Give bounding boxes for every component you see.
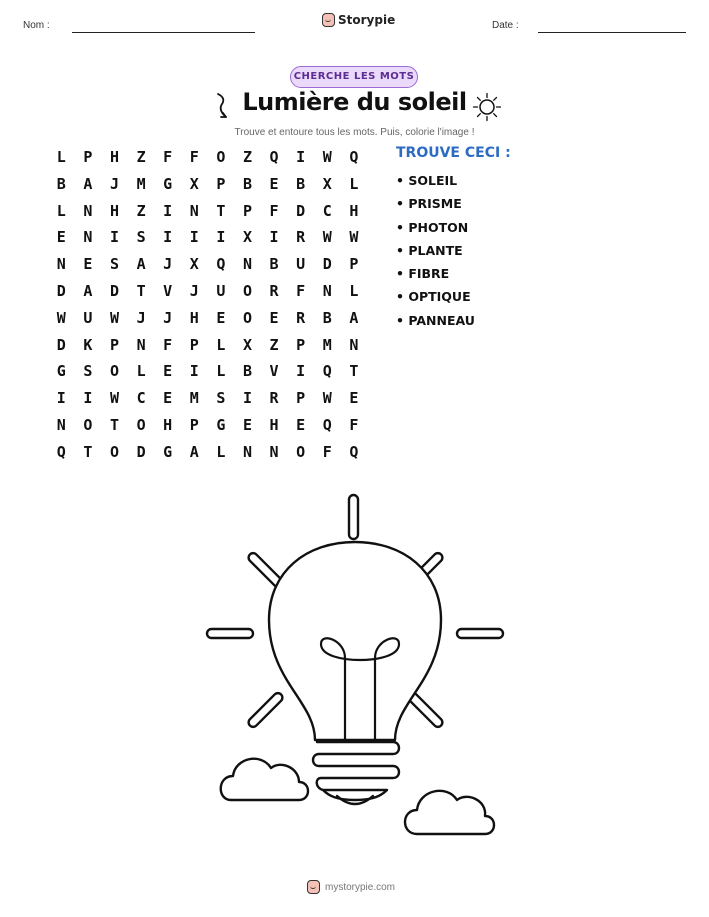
grid-cell[interactable]: S: [216, 389, 226, 408]
footer-url: mystorypie.com: [325, 881, 396, 893]
grid-cell[interactable]: U: [296, 255, 306, 274]
grid-cell[interactable]: G: [163, 442, 173, 461]
instructions: Trouve et entoure tous les mots. Puis, colorie l'image !: [234, 127, 475, 138]
date-field-line[interactable]: [538, 32, 686, 33]
grid-cell[interactable]: J: [136, 308, 146, 327]
name-label: Nom :: [23, 20, 50, 31]
grid-cell[interactable]: H: [269, 415, 279, 434]
grid-cell[interactable]: L: [216, 362, 226, 381]
grid-cell[interactable]: B: [56, 174, 66, 193]
grid-cell[interactable]: H: [163, 415, 173, 434]
grid-cell[interactable]: I: [242, 389, 252, 408]
grid-cell[interactable]: I: [269, 228, 279, 247]
name-field-line[interactable]: [72, 32, 255, 33]
grid-cell[interactable]: E: [269, 174, 279, 193]
light-ray: [457, 629, 503, 638]
grid-cell[interactable]: I: [216, 228, 226, 247]
grid-cell[interactable]: Q: [322, 415, 332, 434]
grid-cell[interactable]: M: [322, 335, 332, 354]
grid-cell[interactable]: O: [83, 415, 93, 434]
grid-cell[interactable]: O: [136, 415, 146, 434]
grid-cell[interactable]: N: [349, 335, 359, 354]
word-search-grid: [48, 144, 367, 466]
grid-cell[interactable]: D: [322, 255, 332, 274]
grid-cell[interactable]: D: [56, 281, 66, 300]
grid-cell[interactable]: J: [109, 174, 119, 193]
grid-cell[interactable]: O: [296, 442, 306, 461]
grid-cell[interactable]: P: [296, 389, 306, 408]
footer: [307, 880, 395, 894]
word-list-item: • PLANTE: [396, 240, 475, 263]
grid-cell[interactable]: F: [296, 281, 306, 300]
grid-cell[interactable]: B: [242, 174, 252, 193]
grid-cell[interactable]: I: [109, 228, 119, 247]
grid-cell[interactable]: F: [349, 415, 359, 434]
grid-cell[interactable]: L: [56, 201, 66, 220]
grid-cell[interactable]: H: [349, 201, 359, 220]
grid-cell[interactable]: I: [189, 362, 199, 381]
grid-cell[interactable]: D: [56, 335, 66, 354]
grid-cell[interactable]: N: [56, 415, 66, 434]
grid-cell[interactable]: P: [296, 335, 306, 354]
grid-cell[interactable]: Q: [349, 148, 359, 166]
word-list-item: • FIBRE: [396, 263, 475, 286]
grid-cell[interactable]: F: [163, 335, 173, 354]
grid-cell[interactable]: W: [109, 389, 119, 408]
grid-cell[interactable]: O: [109, 442, 119, 461]
grid-cell[interactable]: G: [216, 415, 226, 434]
grid-cell[interactable]: T: [216, 201, 226, 220]
word-list-item: • PRISME: [396, 193, 475, 216]
grid-cell[interactable]: Q: [216, 255, 226, 274]
light-ray: [349, 495, 358, 539]
grid-cell[interactable]: E: [269, 308, 279, 327]
grid-cell[interactable]: J: [163, 308, 173, 327]
grid-cell[interactable]: B: [322, 308, 332, 327]
grid-cell[interactable]: A: [83, 281, 93, 300]
brand-name: Storypie: [338, 13, 396, 27]
grid-cell[interactable]: N: [269, 442, 279, 461]
sun-icon: [472, 92, 502, 122]
category-badge: CHERCHE LES MOTS: [290, 66, 418, 88]
grid-cell[interactable]: J: [189, 281, 199, 300]
grid-cell[interactable]: Q: [349, 442, 359, 461]
storypie-mascot-icon: [307, 880, 320, 894]
page-title: Lumière du soleil: [242, 88, 467, 116]
grid-cell[interactable]: E: [349, 389, 359, 408]
grid-cell[interactable]: N: [242, 442, 252, 461]
grid-cell[interactable]: O: [242, 281, 252, 300]
date-label: Date :: [492, 20, 519, 31]
grid-cell[interactable]: P: [109, 335, 119, 354]
grid-cell[interactable]: P: [189, 335, 199, 354]
word-list-item: • PHOTON: [396, 217, 475, 240]
grid-cell[interactable]: I: [296, 362, 306, 381]
grid-cell[interactable]: M: [189, 389, 199, 408]
grid-cell[interactable]: Z: [136, 201, 146, 220]
grid-cell[interactable]: X: [322, 174, 332, 193]
grid-cell[interactable]: W: [322, 148, 332, 166]
grid-cell[interactable]: E: [296, 415, 306, 434]
grid-cell[interactable]: U: [216, 281, 226, 300]
grid-cell[interactable]: W: [322, 389, 332, 408]
grid-cell[interactable]: B: [269, 255, 279, 274]
grid-cell[interactable]: Q: [322, 362, 332, 381]
grid-cell[interactable]: E: [163, 389, 173, 408]
grid-cell[interactable]: N: [242, 255, 252, 274]
grid-cell[interactable]: E: [83, 255, 93, 274]
grid-cell[interactable]: N: [322, 281, 332, 300]
grid-cell[interactable]: R: [296, 308, 306, 327]
grid-cell[interactable]: H: [109, 201, 119, 220]
grid-cell[interactable]: C: [136, 389, 146, 408]
grid-cell[interactable]: A: [349, 308, 359, 327]
grid-cell[interactable]: I: [83, 389, 93, 408]
grid-cell[interactable]: X: [242, 228, 252, 247]
grid-cell[interactable]: R: [269, 389, 279, 408]
grid-cell[interactable]: T: [349, 362, 359, 381]
grid-cell[interactable]: I: [296, 148, 306, 166]
grid-cell[interactable]: F: [163, 148, 173, 166]
brand-logo: [322, 13, 395, 27]
grid-cell[interactable]: L: [349, 281, 359, 300]
grid-cell[interactable]: N: [56, 255, 66, 274]
grid-cell[interactable]: P: [83, 148, 93, 166]
grid-cell[interactable]: U: [83, 308, 93, 327]
grid-cell[interactable]: F: [189, 148, 199, 166]
grid-cell[interactable]: N: [189, 201, 199, 220]
grid-cell[interactable]: N: [83, 228, 93, 247]
grid-cell[interactable]: W: [56, 308, 66, 327]
grid-cell[interactable]: X: [189, 255, 199, 274]
grid-cell[interactable]: C: [322, 201, 332, 220]
grid-cell[interactable]: N: [136, 335, 146, 354]
grid-cell[interactable]: F: [269, 201, 279, 220]
word-list-item: • OPTIQUE: [396, 286, 475, 309]
grid-cell[interactable]: D: [296, 201, 306, 220]
grid-cell[interactable]: T: [83, 442, 93, 461]
grid-cell[interactable]: P: [216, 174, 226, 193]
grid-cell[interactable]: L: [349, 174, 359, 193]
grid-cell[interactable]: G: [56, 362, 66, 381]
grid-cell[interactable]: L: [56, 148, 66, 166]
grid-cell[interactable]: B: [296, 174, 306, 193]
grid-cell[interactable]: R: [269, 281, 279, 300]
grid-cell[interactable]: S: [136, 228, 146, 247]
light-ray: [247, 691, 284, 728]
storypie-mascot-icon: [322, 13, 335, 27]
word-list: [396, 170, 475, 333]
cloud-right: [405, 791, 494, 834]
grid-cell[interactable]: S: [83, 362, 93, 381]
word-list-item: • SOLEIL: [396, 170, 475, 193]
grid-cell[interactable]: I: [56, 389, 66, 408]
grid-cell[interactable]: N: [83, 201, 93, 220]
grid-cell[interactable]: F: [322, 442, 332, 461]
grid-cell[interactable]: J: [163, 255, 173, 274]
grid-cell[interactable]: Q: [269, 148, 279, 166]
grid-cell[interactable]: W: [349, 228, 359, 247]
grid-cell[interactable]: A: [136, 255, 146, 274]
grid-cell[interactable]: Q: [56, 442, 66, 461]
grid-cell[interactable]: B: [242, 362, 252, 381]
grid-cell[interactable]: E: [216, 308, 226, 327]
grid-cell[interactable]: R: [296, 228, 306, 247]
word-list-item: • PANNEAU: [396, 310, 475, 333]
bulb-base: [313, 742, 399, 800]
grid-cell[interactable]: Z: [269, 335, 279, 354]
grid-cell[interactable]: M: [136, 174, 146, 193]
grid-cell[interactable]: I: [189, 228, 199, 247]
grid-cell[interactable]: T: [109, 415, 119, 434]
grid-cell[interactable]: I: [163, 228, 173, 247]
grid-cell[interactable]: V: [163, 281, 173, 300]
grid-cell[interactable]: P: [242, 201, 252, 220]
grid-cell[interactable]: K: [83, 335, 93, 354]
grid-cell[interactable]: G: [163, 174, 173, 193]
word-list-title: TROUVE CECI :: [396, 145, 511, 161]
grid-cell[interactable]: H: [189, 308, 199, 327]
grid-cell[interactable]: T: [136, 281, 146, 300]
grid-cell[interactable]: X: [242, 335, 252, 354]
grid-cell[interactable]: W: [109, 308, 119, 327]
grid-cell[interactable]: H: [109, 148, 119, 166]
grid-cell[interactable]: O: [216, 148, 226, 166]
grid-cell[interactable]: O: [109, 362, 119, 381]
grid-cell[interactable]: L: [216, 442, 226, 461]
grid-cell[interactable]: O: [242, 308, 252, 327]
grid-cell[interactable]: E: [56, 228, 66, 247]
grid-cell[interactable]: X: [189, 174, 199, 193]
grid-cell[interactable]: P: [349, 255, 359, 274]
grid-cell[interactable]: L: [136, 362, 146, 381]
bulb-glass: [269, 542, 441, 740]
grid-cell[interactable]: L: [216, 335, 226, 354]
grid-cell[interactable]: S: [109, 255, 119, 274]
grid-cell[interactable]: V: [269, 362, 279, 381]
grid-cell[interactable]: A: [189, 442, 199, 461]
grid-cell[interactable]: W: [322, 228, 332, 247]
grid-cell[interactable]: P: [189, 415, 199, 434]
grid-cell[interactable]: E: [242, 415, 252, 434]
grid-cell[interactable]: E: [163, 362, 173, 381]
grid-cell[interactable]: I: [163, 201, 173, 220]
cloud-left: [221, 759, 308, 800]
light-ray: [207, 629, 253, 638]
grid-cell[interactable]: D: [136, 442, 146, 461]
grid-cell[interactable]: Z: [242, 148, 252, 166]
grid-cell[interactable]: D: [109, 281, 119, 300]
grid-cell[interactable]: Z: [136, 148, 146, 166]
grid-cell[interactable]: A: [83, 174, 93, 193]
light-bulb-coloring-illustration: [195, 490, 515, 840]
